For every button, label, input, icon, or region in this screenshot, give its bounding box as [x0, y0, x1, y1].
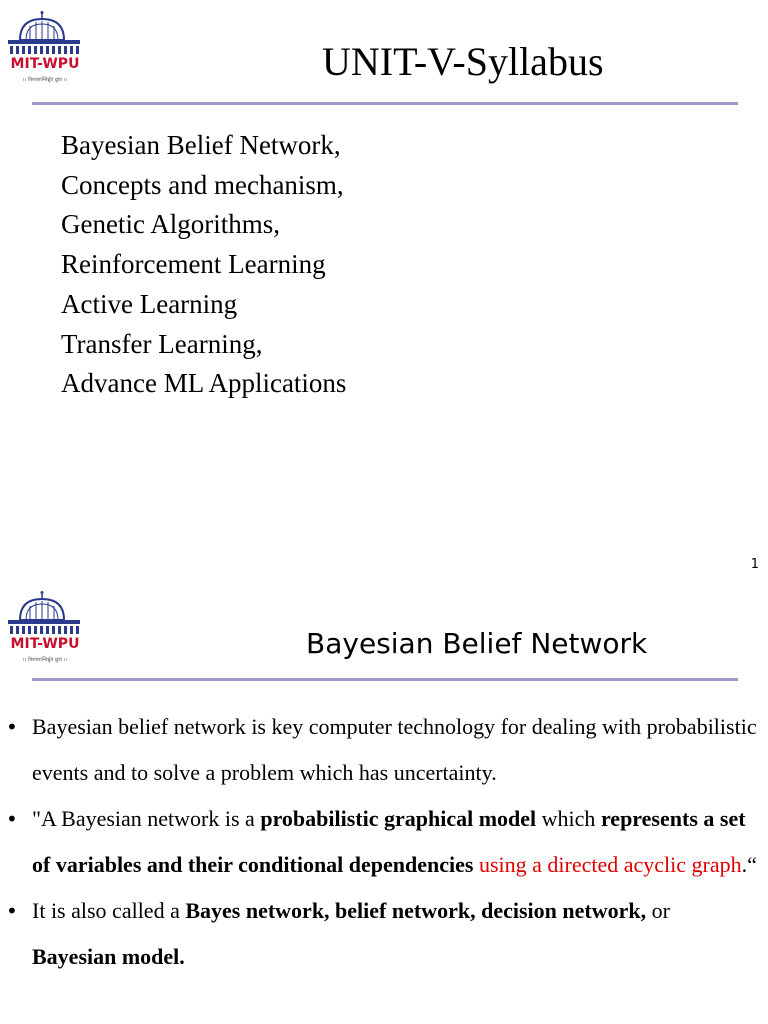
list-item: Transfer Learning, — [61, 328, 263, 359]
list-item — [0, 704, 768, 796]
bold-text: Bayes network, belief network, decision network, — [185, 898, 647, 923]
slide-title: UNIT-V-Syllabus — [322, 39, 604, 84]
title-divider — [32, 678, 738, 681]
slide-2 — [0, 580, 768, 1024]
bullet-icon: • — [6, 807, 18, 831]
bullet-list — [0, 704, 768, 980]
bullet-text: .“ — [741, 852, 757, 877]
list-item: Concepts and mechanism, — [61, 169, 344, 200]
list-item: Active Learning — [61, 288, 238, 319]
logo-motto: ।। विश्वशान्तिर्ध्रुवं ध्रुवा ।। — [22, 657, 68, 663]
list-item — [0, 796, 768, 888]
list-item: Advance ML Applications — [61, 368, 347, 399]
list-item: Genetic Algorithms, — [61, 209, 280, 240]
syllabus-list — [61, 126, 346, 404]
bullet-text: It is also called a — [32, 898, 186, 923]
bold-text: probabilistic graphical model — [260, 806, 537, 831]
dome-icon — [6, 590, 84, 638]
bold-text: represents a set of variables and their conditional dependencies — [32, 806, 746, 877]
bullet-icon: • — [6, 715, 18, 739]
bullet-text: Bayesian belief network is key computer technology for dealing with probabilistic events and to solve a problem which has uncertainty. — [32, 714, 757, 785]
list-item: Bayesian Belief Network, — [61, 130, 341, 160]
slide-title: Bayesian Belief Network — [306, 627, 648, 660]
dome-icon — [6, 10, 84, 58]
highlight-text: using a directed acyclic graph — [473, 852, 742, 877]
mit-wpu-logo — [6, 590, 84, 670]
bullet-text: "A Bayesian network is a — [32, 806, 261, 831]
bullet-text: or — [646, 898, 670, 923]
list-item — [0, 888, 768, 980]
list-item: Reinforcement Learning — [61, 249, 326, 280]
bold-text: Bayesian model. — [32, 944, 185, 969]
logo-wordmark: MIT-WPU — [10, 56, 80, 72]
page-number: 1 — [750, 557, 759, 572]
bullet-text: which — [536, 806, 601, 831]
logo-motto: ।। विश्वशान्तिर्ध्रुवं ध्रुवा ।। — [22, 77, 68, 83]
mit-wpu-logo — [6, 10, 84, 90]
logo-wordmark: MIT-WPU — [10, 636, 80, 652]
title-divider — [32, 102, 738, 105]
bullet-icon: • — [6, 899, 18, 923]
